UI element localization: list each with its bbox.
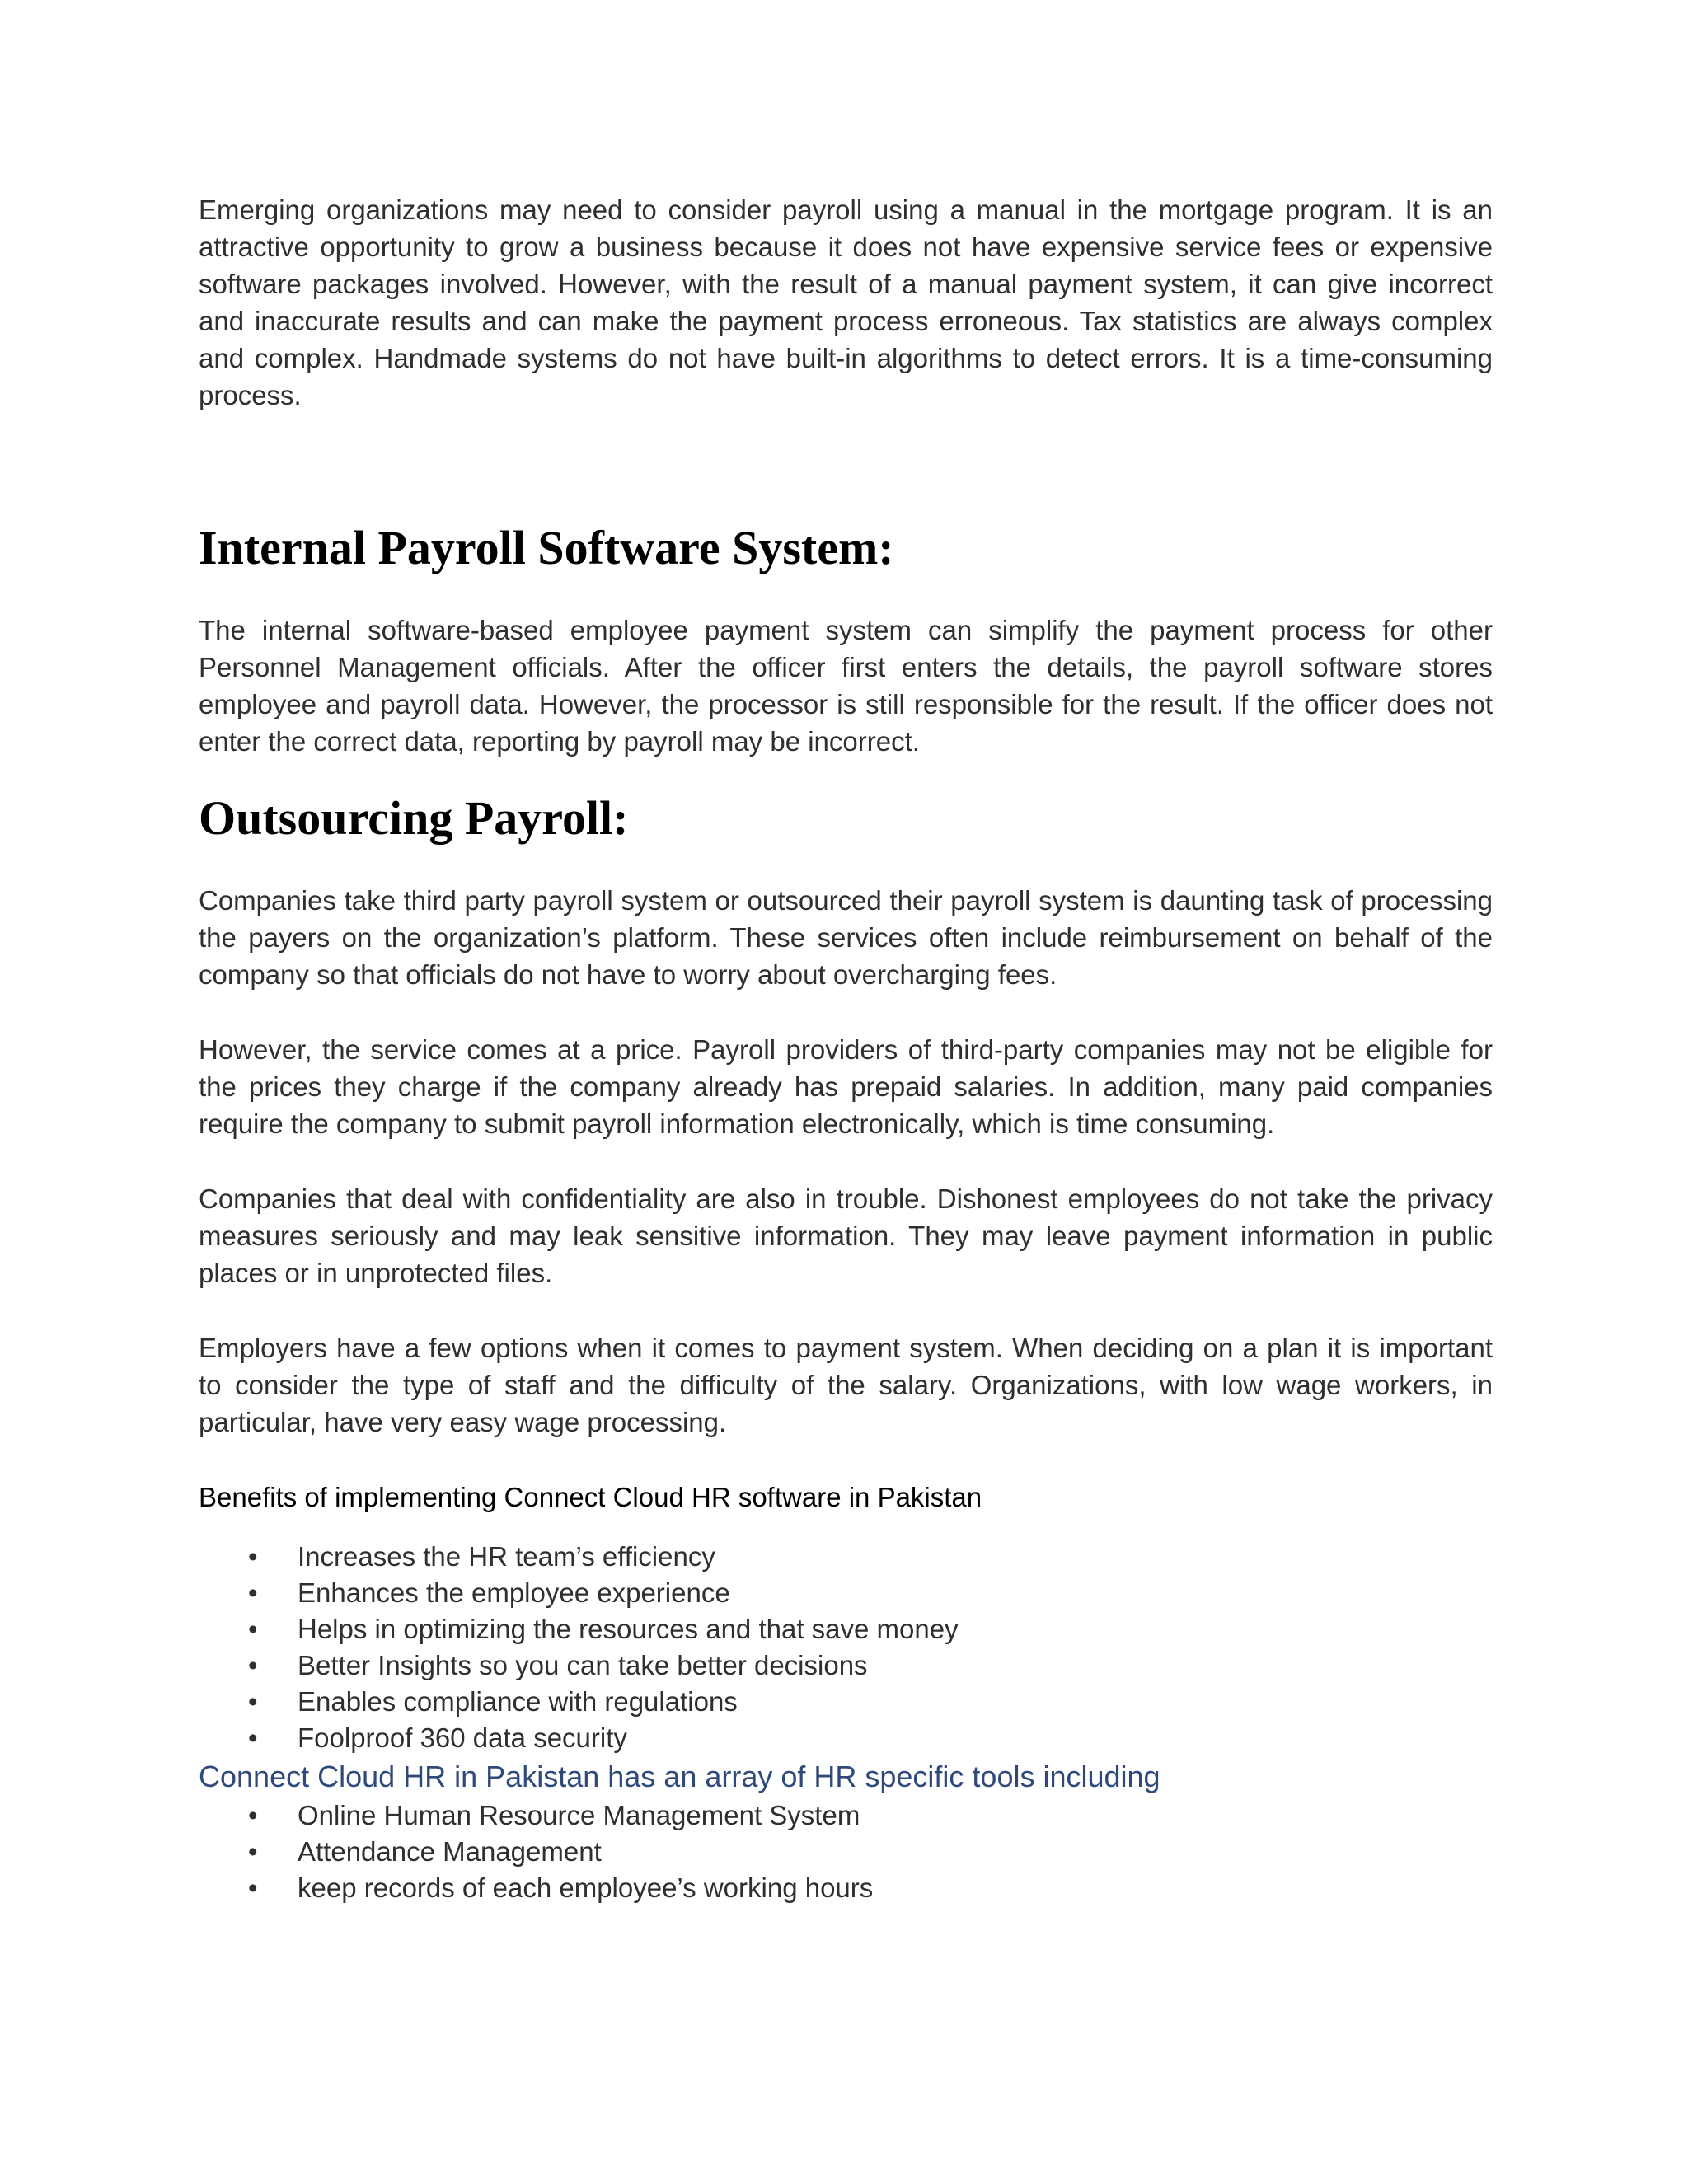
list-item: • Increases the HR team’s efficiency: [199, 1539, 1493, 1575]
tools-list: [199, 1797, 1493, 1906]
internal-payroll-heading: Internal Payroll Software System:: [199, 521, 894, 574]
list-item: • Enhances the employee experience: [199, 1575, 1493, 1611]
list-item: • Enables compliance with regulations: [199, 1684, 1493, 1720]
outsourcing-paragraph-3: Companies that deal with confidentiality are also in trouble. Dishonest employees do not take the privacy measures seriously and may leak sensitive information. They may leave payment information in public places or in unprotected files.: [199, 1183, 1493, 1288]
list-item: • Better Insights so you can take better decisions: [199, 1647, 1493, 1684]
document-page: [199, 191, 1493, 1906]
list-item: • Online Human Resource Management System: [199, 1797, 1493, 1834]
outsourcing-paragraph-2: However, the service comes at a price. Payroll providers of third-party companies may not be eligible for the prices they charge if the company already has prepaid salaries. In addition, many paid companies require the company to submit payroll information electronically, which is time consuming.: [199, 1034, 1493, 1139]
benefits-title: Benefits of implementing Connect Cloud HR software in Pakistan: [199, 1482, 982, 1512]
outsourcing-payroll-heading: Outsourcing Payroll:: [199, 791, 629, 845]
list-item: • Foolproof 360 data security: [199, 1720, 1493, 1756]
outsourcing-paragraph-4: Employers have a few options when it comes to payment system. When deciding on a plan it is important to consider the type of staff and the difficulty of the salary. Organizations, with low wage workers, in particular, have very easy wage processing.: [199, 1333, 1493, 1437]
list-item: • Attendance Management: [199, 1834, 1493, 1870]
outsourcing-paragraph-1: Companies take third party payroll system or outsourced their payroll system is daunting task of processing the payers on the organization’s platform. These services often include reimbursement on behalf of the company so that officials do not have to worry about overcharging fees.: [199, 885, 1493, 990]
benefits-list: [199, 1539, 1493, 1756]
list-item: • keep records of each employee’s working hours: [199, 1870, 1493, 1906]
intro-paragraph: Emerging organizations may need to consider payroll using a manual in the mortgage program. It is an attractive opportunity to grow a business because it does not have expensive service fees or expensive software packages involved. However, with the result of a manual payment system, it can give incorrect and inaccurate results and can make the payment process erroneous. Tax statistics are always complex and complex. Handmade systems do not have built-in algorithms to detect errors. It is a time-consuming process.: [199, 194, 1493, 410]
tools-heading: Connect Cloud HR in Pakistan has an array of HR specific tools including: [199, 1760, 1160, 1793]
internal-payroll-paragraph: The internal software-based employee payment system can simplify the payment process for other Personnel Management officials. After the officer first enters the details, the payroll software stores employee and payroll data. However, the processor is still responsible for the result. If the officer does not enter the correct data, reporting by payroll may be incorrect.: [199, 615, 1493, 757]
list-item: • Helps in optimizing the resources and that save money: [199, 1611, 1493, 1647]
